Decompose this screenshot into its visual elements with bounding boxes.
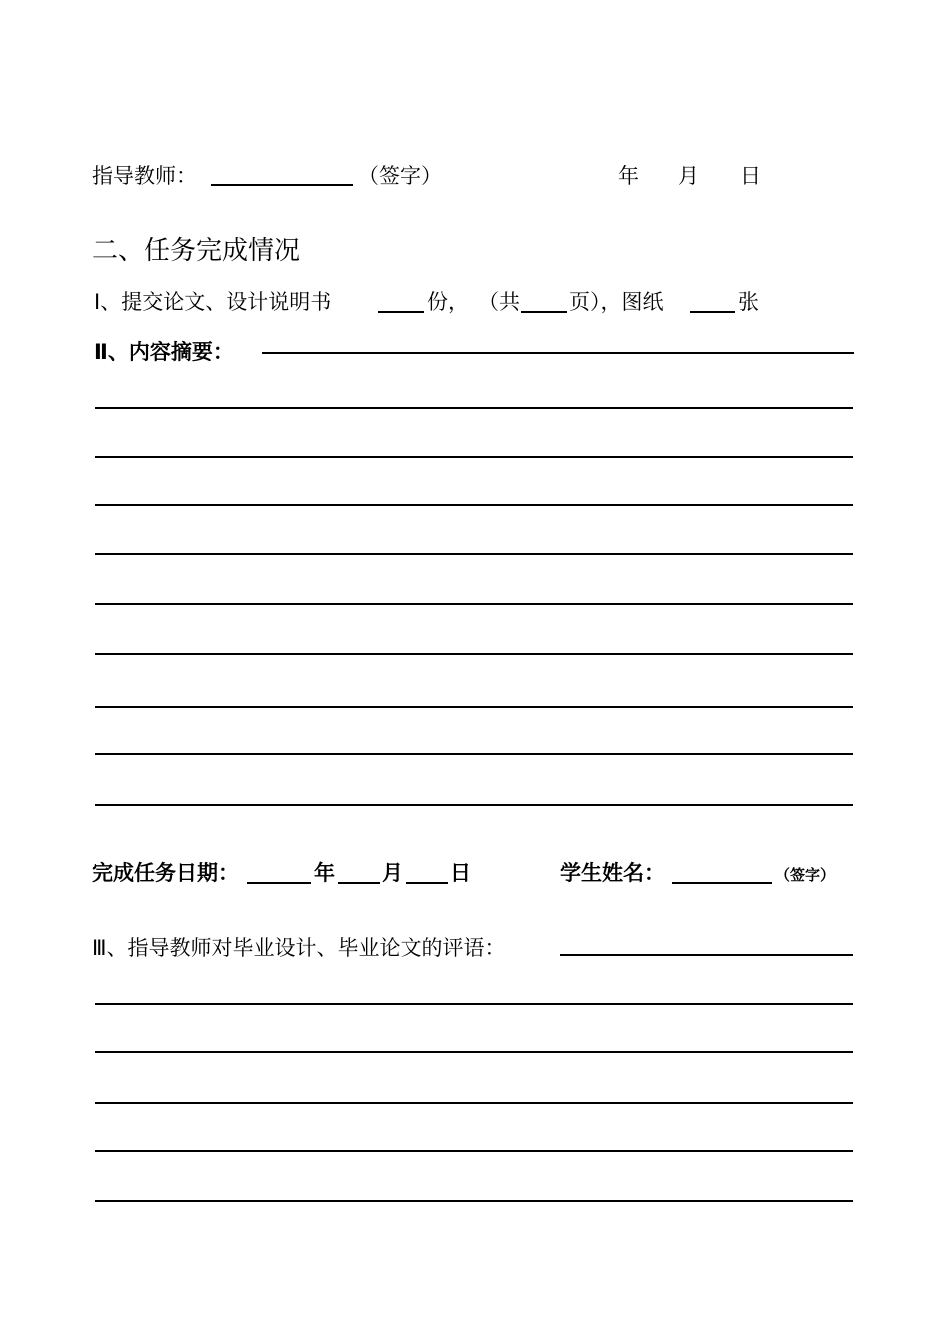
student-signature-field[interactable] <box>672 882 772 884</box>
abstract-line-3[interactable] <box>95 456 853 458</box>
abstract-line-5[interactable] <box>95 553 853 555</box>
pages-close: 页），图纸 <box>569 290 664 314</box>
supervisor-date-month: 月 <box>678 164 699 188</box>
section-2-title: 二、任务完成情况 <box>92 236 301 266</box>
copies-field[interactable] <box>378 311 424 313</box>
drawings-field[interactable] <box>690 311 735 313</box>
copies-unit: 份， <box>427 290 469 314</box>
supervisor-sign-note: （签字） <box>358 164 442 188</box>
supervisor-signature-field[interactable] <box>211 184 353 186</box>
abstract-line-9[interactable] <box>95 753 853 755</box>
abstract-line-10[interactable] <box>95 804 853 806</box>
completion-day-field[interactable] <box>406 882 448 884</box>
comments-line-3[interactable] <box>95 1051 853 1053</box>
supervisor-date-year: 年 <box>618 164 639 188</box>
comments-line-5[interactable] <box>95 1150 853 1152</box>
completion-year-field[interactable] <box>247 882 311 884</box>
abstract-line-6[interactable] <box>95 603 853 605</box>
abstract-line-7[interactable] <box>95 653 853 655</box>
completion-date-label: 完成任务日期： <box>92 861 239 885</box>
abstract-line-1[interactable] <box>262 352 854 354</box>
completion-month-unit: 月 <box>382 861 403 885</box>
pages-open: （共 <box>478 290 520 314</box>
comments-line-4[interactable] <box>95 1102 853 1104</box>
student-name-label: 学生姓名： <box>560 861 665 885</box>
sheets-unit: 张 <box>738 290 759 314</box>
completion-month-field[interactable] <box>338 882 380 884</box>
comments-line-1[interactable] <box>560 954 853 956</box>
supervisor-date-day: 日 <box>740 164 761 188</box>
completion-year-unit: 年 <box>314 861 335 885</box>
supervisor-label: 指导教师： <box>92 164 197 188</box>
abstract-label: Ⅱ、内容摘要： <box>94 340 234 364</box>
submission-prefix: Ⅰ、提交论文、设计说明书 <box>94 290 332 314</box>
comments-line-6[interactable] <box>95 1200 853 1202</box>
pages-field[interactable] <box>521 311 567 313</box>
supervisor-comments-label: Ⅲ、指导教师对毕业设计、毕业论文的评语： <box>92 936 506 960</box>
abstract-line-4[interactable] <box>95 504 853 506</box>
completion-day-unit: 日 <box>450 861 471 885</box>
abstract-line-2[interactable] <box>95 407 853 409</box>
student-sign-note: （签字） <box>775 866 836 884</box>
comments-line-2[interactable] <box>95 1003 853 1005</box>
abstract-line-8[interactable] <box>95 706 853 708</box>
